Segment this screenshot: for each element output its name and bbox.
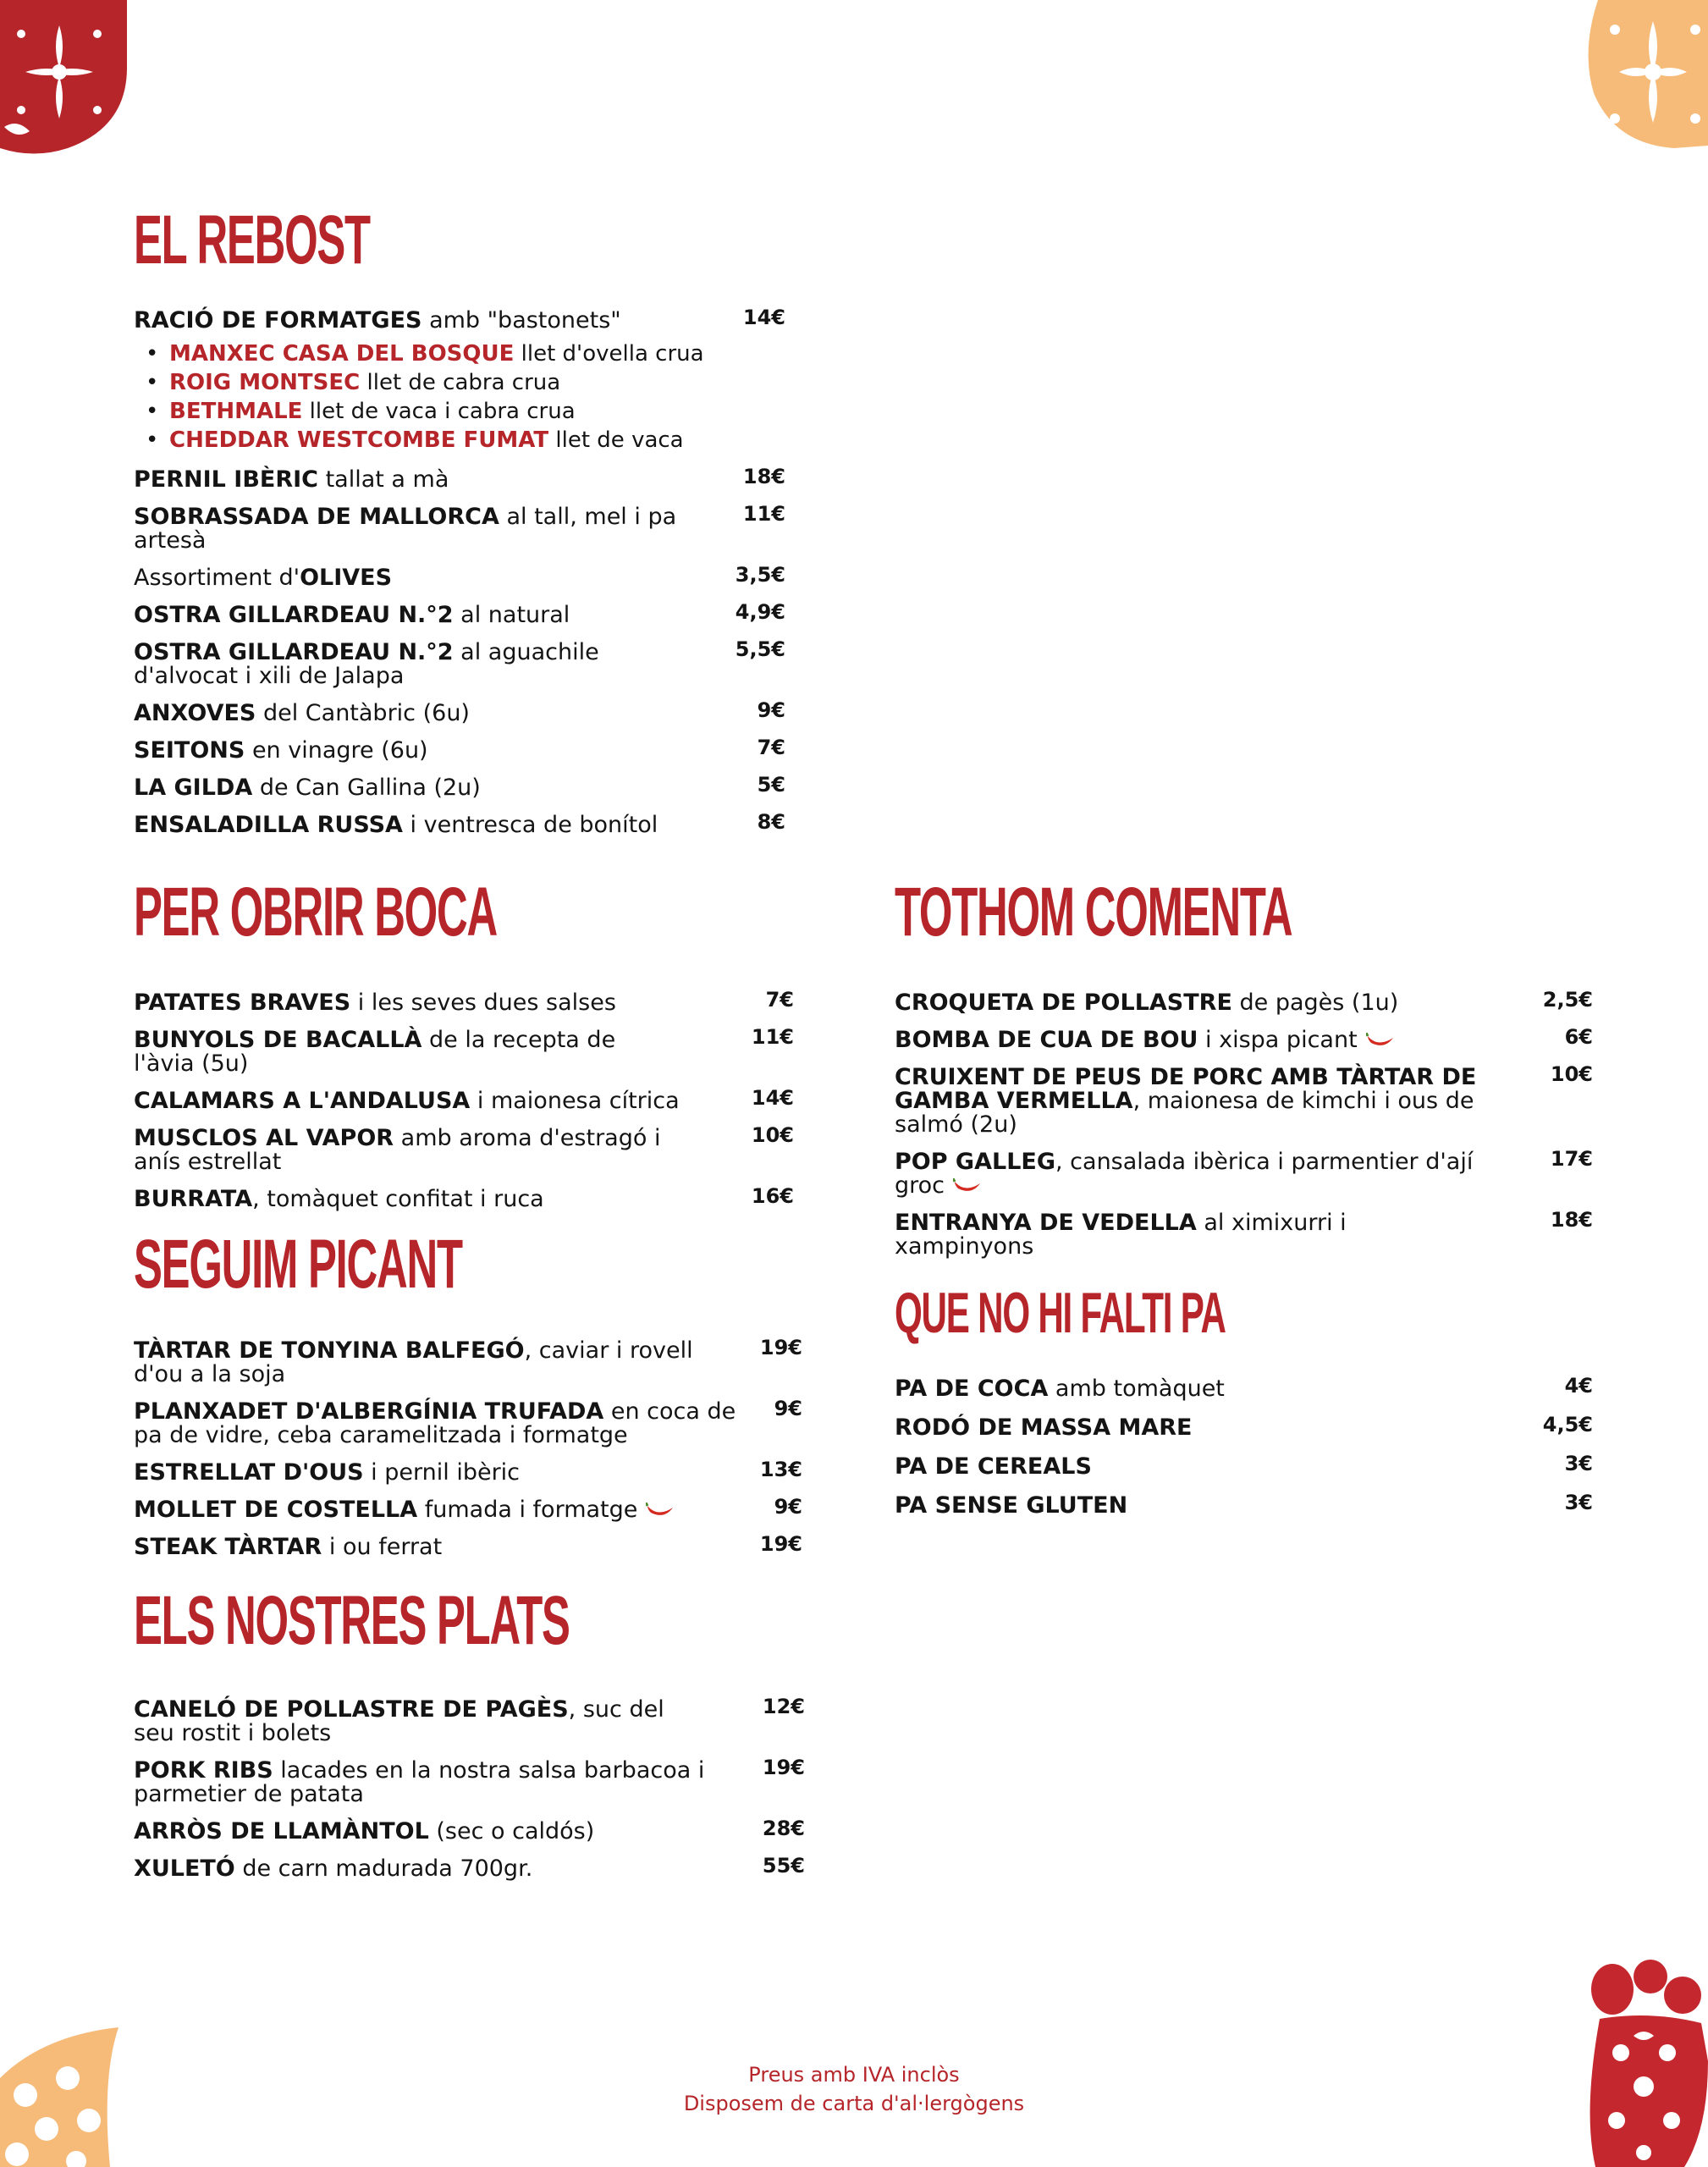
menu-item: LA GILDA de Can Gallina (2u) 5€: [134, 773, 785, 801]
item-price: 19€: [759, 1532, 802, 1556]
item-price: 7€: [765, 988, 794, 1012]
menu-item: CRUIXENT DE PEUS DE PORC AMB TÀRTAR DE GAMBA VERMELLA, maionesa de kimchi i ous de salmó (2u) 10€: [895, 1062, 1593, 1138]
item-price: 3,5€: [735, 563, 785, 587]
menu-item: OSTRA GILLARDEAU N.°2 al natural 4,9€: [134, 600, 785, 628]
item-price: 17€: [1550, 1147, 1593, 1171]
item-price: 28€: [762, 1817, 805, 1840]
menu-item: BOMBA DE CUA DE BOU i xispa picant 6€: [895, 1025, 1593, 1053]
menu-list: [134, 306, 785, 838]
item-price: 10€: [1550, 1062, 1593, 1086]
item-price: 9€: [774, 1495, 802, 1519]
menu-item: TÀRTAR DE TONYINA BALFEGÓ, caviar i rovell d'ou a la soja 19€: [134, 1336, 802, 1387]
section-els-nostres-plats: [134, 1582, 805, 1894]
vat-included-note: Preus amb IVA inclòs: [748, 2063, 960, 2087]
menu-item: CALAMARS A L'ANDALUSA i maionesa cítrica 14€: [134, 1086, 794, 1114]
list-item: • MANXEC CASA DEL BOSQUE llet d'ovella crua: [146, 339, 785, 368]
menu-item: ARRÒS DE LLAMÀNTOL (sec o caldós) 28€: [134, 1817, 805, 1844]
item-price: 2,5€: [1542, 988, 1593, 1012]
menu-list: [134, 1336, 802, 1560]
item-price: 19€: [762, 1756, 805, 1779]
menu-item: POP GALLEG, cansalada ibèrica i parmentier d'ají groc 17€: [895, 1147, 1593, 1199]
menu-item: Assortiment d'OLIVES 3,5€: [134, 563, 785, 591]
tile-ornament-top-right: [1581, 0, 1708, 152]
item-price: 8€: [757, 810, 785, 834]
section-title: EL REBOST: [134, 201, 370, 278]
item-price: 3€: [1564, 1491, 1593, 1514]
item-price: 19€: [759, 1336, 802, 1359]
item-price: 9€: [774, 1397, 802, 1420]
item-price: 16€: [751, 1184, 794, 1208]
item-price: 4€: [1564, 1374, 1593, 1398]
item-price: 18€: [1550, 1208, 1593, 1232]
menu-item: ESTRELLAT D'OUS i pernil ibèric 13€: [134, 1458, 802, 1486]
section-title: TOTHOM COMENTA: [895, 874, 1292, 951]
item-price: 4,9€: [735, 600, 785, 624]
section-per-obrir-boca: [134, 874, 794, 1225]
item-price: 55€: [762, 1854, 805, 1878]
item-price: 5€: [757, 773, 785, 797]
cheese-list: [146, 339, 785, 455]
menu-item: ANXOVES del Cantàbric (6u) 9€: [134, 698, 785, 726]
item-price: 4,5€: [1542, 1413, 1593, 1436]
menu-item: PERNIL IBÈRIC tallat a mà 18€: [134, 465, 785, 493]
item-price: 6€: [1564, 1025, 1593, 1049]
list-item: • ROIG MONTSEC llet de cabra crua: [146, 368, 785, 397]
menu-item: PA SENSE GLUTEN 3€: [895, 1491, 1593, 1519]
tile-ornament-top-left: [0, 0, 127, 157]
section-title: SEGUIM PICANT: [134, 1226, 462, 1303]
menu-list: [895, 1374, 1593, 1519]
menu-item: CANELÓ DE POLLASTRE DE PAGÈS, suc del seu rostit i bolets 12€: [134, 1695, 805, 1746]
item-price: 13€: [759, 1458, 802, 1481]
item-price: 18€: [742, 465, 785, 488]
menu-item: OSTRA GILLARDEAU N.°2 al aguachile d'alvocat i xili de Jalapa 5,5€: [134, 637, 785, 689]
menu-item: CROQUETA DE POLLASTRE de pagès (1u) 2,5€: [895, 988, 1593, 1016]
item-price: 14€: [751, 1086, 794, 1110]
section-tothom-comenta: [895, 874, 1593, 1272]
item-price: 3€: [1564, 1452, 1593, 1475]
item-price: 12€: [762, 1695, 805, 1718]
section-title: ELS NOSTRES PLATS: [134, 1582, 570, 1659]
menu-item: STEAK TÀRTAR i ou ferrat 19€: [134, 1532, 802, 1560]
section-seguim-picant: [134, 1226, 802, 1573]
section-que-no-hi-falti-pa: [895, 1281, 1593, 1533]
menu-item: PA DE COCA amb tomàquet 4€: [895, 1374, 1593, 1402]
menu-item: ENTRANYA DE VEDELLA al ximixurri i xampinyons 18€: [895, 1208, 1593, 1260]
menu-item: XULETÓ de carn madurada 700gr. 55€: [134, 1854, 805, 1882]
menu-item: ENSALADILLA RUSSA i ventresca de bonítol 8€: [134, 810, 785, 838]
chili-pepper-icon: [1366, 1033, 1395, 1050]
menu-item: [134, 306, 785, 455]
menu-item: PATATES BRAVES i les seves dues salses 7€: [134, 988, 794, 1016]
menu-item: PORK RIBS lacades en la nostra salsa barbacoa i parmetier de patata 19€: [134, 1756, 805, 1807]
item-price: 11€: [742, 502, 785, 526]
item-name: RACIÓ DE FORMATGES: [134, 307, 422, 334]
chili-pepper-icon: [646, 1503, 675, 1519]
list-item: • BETHMALE llet de vaca i cabra crua: [146, 397, 785, 426]
list-item: • CHEDDAR WESTCOMBE FUMAT llet de vaca: [146, 426, 785, 455]
menu-item: MOLLET DE COSTELLA fumada i formatge 9€: [134, 1495, 802, 1523]
item-price: 10€: [751, 1123, 794, 1147]
menu-item: PLANXADET D'ALBERGÍNIA TRUFADA en coca de pa de vidre, ceba caramelitzada i formatge 9€: [134, 1397, 802, 1448]
menu-item: SOBRASSADA DE MALLORCA al tall, mel i pa artesà 11€: [134, 502, 785, 554]
section-el-rebost: [134, 201, 785, 851]
menu-item: MUSCLOS AL VAPOR amb aroma d'estragó i anís estrellat 10€: [134, 1123, 794, 1175]
footer-note: [0, 2060, 1708, 2118]
menu-item: PA DE CEREALS 3€: [895, 1452, 1593, 1480]
chili-pepper-icon: [953, 1178, 982, 1195]
item-price: 5,5€: [735, 637, 785, 661]
section-title: PER OBRIR BOCA: [134, 874, 497, 951]
item-description: amb "bastonets": [421, 307, 621, 334]
item-price: 7€: [757, 736, 785, 759]
item-price: 11€: [751, 1025, 794, 1049]
allergen-menu-note: Disposem de carta d'al·lergògens: [683, 2092, 1025, 2115]
menu-item: SEITONS en vinagre (6u) 7€: [134, 736, 785, 764]
menu-list: [134, 1695, 805, 1882]
item-price: 14€: [742, 306, 785, 329]
menu-item: BUNYOLS DE BACALLÀ de la recepta de l'àvia (5u) 11€: [134, 1025, 794, 1077]
menu-item: BURRATA, tomàquet confitat i ruca 16€: [134, 1184, 794, 1212]
item-price: 9€: [757, 698, 785, 722]
menu-list: [895, 988, 1593, 1260]
menu-item: RODÓ DE MASSA MARE 4,5€: [895, 1413, 1593, 1441]
section-title: QUE NO HI FALTI PA: [895, 1281, 1226, 1345]
menu-list: [134, 988, 794, 1212]
